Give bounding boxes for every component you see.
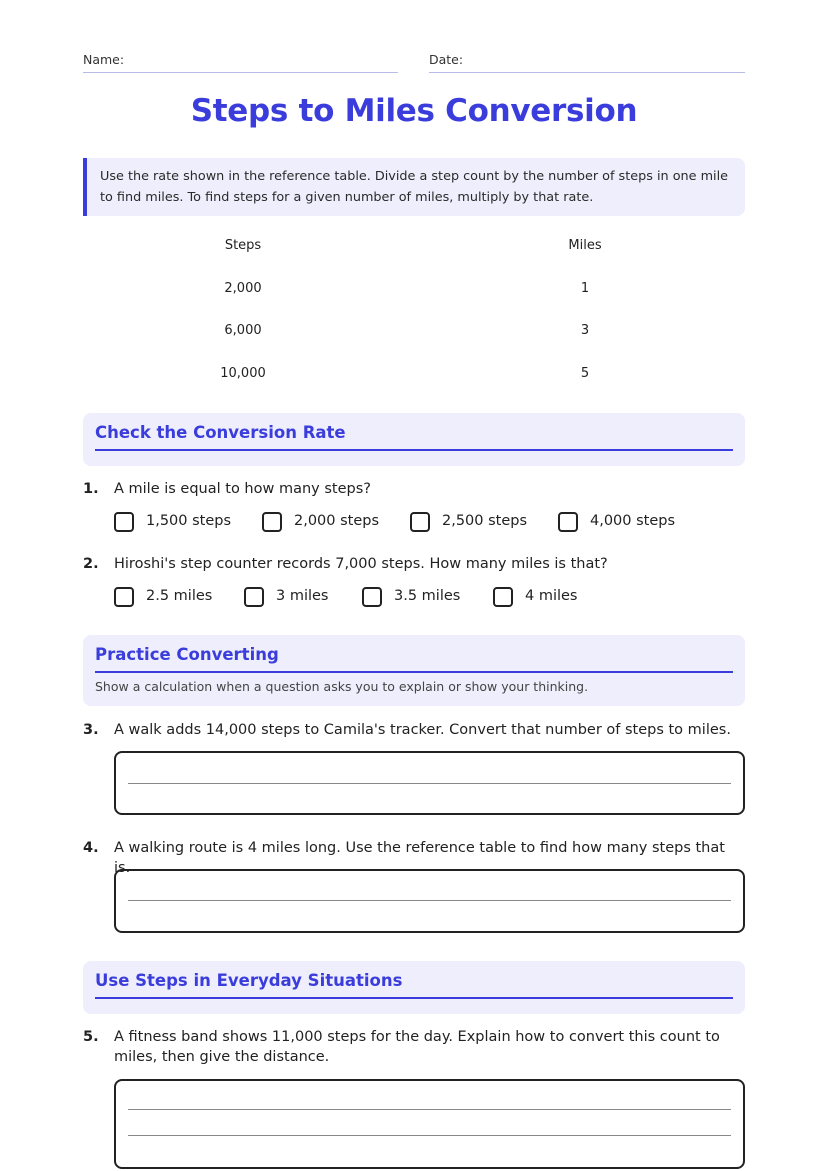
answer-line <box>128 1135 731 1136</box>
table-cell: 6,000 <box>224 323 262 338</box>
option-label: 4,000 steps <box>590 513 676 529</box>
table-row <box>83 323 745 343</box>
table-cell: 3 <box>580 323 590 338</box>
answer-box[interactable] <box>114 751 745 815</box>
table-row <box>83 366 745 386</box>
checkbox[interactable] <box>362 587 382 607</box>
instructions-callout: Use the rate shown in the reference table. Divide a step count by the number of steps in one mile to find miles. To find steps for a given number of miles, multiply by that rate. <box>83 158 745 216</box>
question-number: 1. <box>83 481 99 497</box>
question-text: A walking route is 4 miles long. Use the reference table to find how many steps that is. <box>114 840 725 876</box>
column-header-miles: Miles <box>568 238 602 253</box>
answer-line <box>128 1109 731 1110</box>
section-header <box>83 961 745 1014</box>
answer-box[interactable] <box>114 1079 745 1169</box>
table-header-row <box>83 238 745 258</box>
checkbox[interactable] <box>558 512 578 532</box>
date-field[interactable] <box>429 52 745 73</box>
answer-box[interactable] <box>114 869 745 933</box>
option-label: 2,000 steps <box>294 513 380 529</box>
option-label: 3.5 miles <box>394 588 461 604</box>
question-number: 3. <box>83 722 99 738</box>
question-number: 5. <box>83 1029 99 1045</box>
table-cell: 1 <box>580 281 590 296</box>
section-title: Use Steps in Everyday Situations <box>95 961 733 999</box>
checkbox[interactable] <box>114 512 134 532</box>
question-number: 2. <box>83 556 99 572</box>
table-row <box>83 281 745 301</box>
option-label: 4 miles <box>525 588 578 604</box>
option-label: 2,500 steps <box>442 513 528 529</box>
option-label: 1,500 steps <box>146 513 232 529</box>
checkbox[interactable] <box>244 587 264 607</box>
section-title: Practice Converting <box>95 635 733 673</box>
section-title: Check the Conversion Rate <box>95 413 733 451</box>
option-label: 2.5 miles <box>146 588 213 604</box>
question-text: A walk adds 14,000 steps to Camila's tracker. Convert that number of steps to miles. <box>114 722 731 738</box>
answer-line <box>128 900 731 901</box>
checkbox[interactable] <box>493 587 513 607</box>
checkbox[interactable] <box>114 587 134 607</box>
section-header <box>83 635 745 706</box>
page-title: Steps to Miles Conversion <box>190 93 638 129</box>
section-subtitle: Show a calculation when a question asks you to explain or show your thinking. <box>95 679 589 694</box>
question-text: Hiroshi's step counter records 7,000 steps. How many miles is that? <box>114 556 608 572</box>
name-field[interactable] <box>83 52 398 73</box>
checkbox[interactable] <box>262 512 282 532</box>
name-label: Name: <box>83 52 125 67</box>
name-date-row <box>83 52 745 74</box>
checkbox[interactable] <box>410 512 430 532</box>
option-label: 3 miles <box>276 588 329 604</box>
question-text: A fitness band shows 11,000 steps for the day. Explain how to convert this count to miles, then give the distance. <box>114 1029 720 1065</box>
question-number: 4. <box>83 840 99 856</box>
table-cell: 5 <box>580 366 590 381</box>
column-header-steps: Steps <box>224 238 262 253</box>
answer-line <box>128 783 731 784</box>
date-label: Date: <box>429 52 464 67</box>
section-header <box>83 413 745 466</box>
table-cell: 2,000 <box>224 281 262 296</box>
table-cell: 10,000 <box>220 366 266 381</box>
question-text: A mile is equal to how many steps? <box>114 481 371 497</box>
